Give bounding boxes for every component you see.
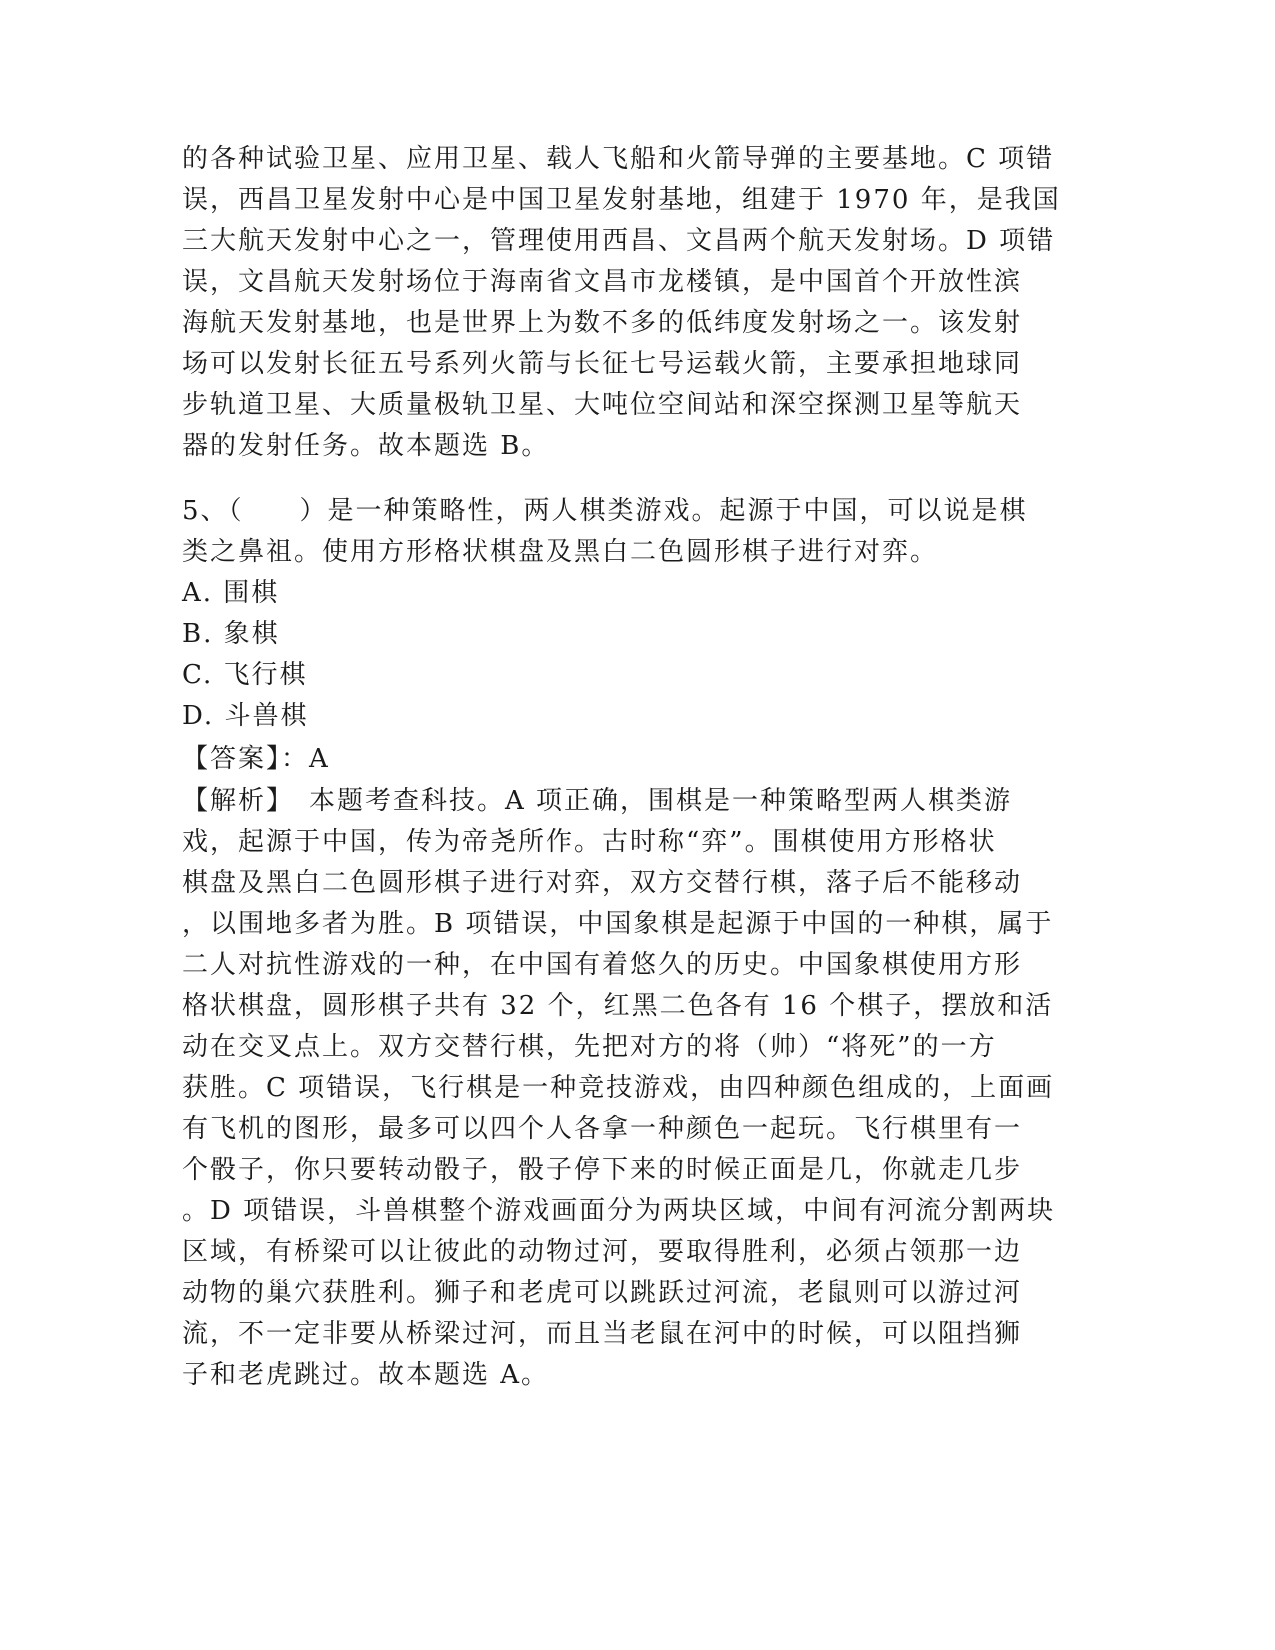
analysis-line: 获胜。C 项错误，飞行棋是一种竞技游戏，由四种颜色组成的，上面画 <box>182 1073 1055 1103</box>
analysis-line: 子和老虎跳过。故本题选 A。 <box>182 1360 550 1390</box>
option-c: C. 飞行棋 <box>182 660 308 690</box>
analysis-line: 格状棋盘，圆形棋子共有 32 个，红黑二色各有 16 个棋子，摆放和活 <box>182 991 1054 1021</box>
analysis-line: 二人对抗性游戏的一种，在中国有着悠久的历史。中国象棋使用方形 <box>182 950 1023 980</box>
analysis-line: 动在交叉点上。双方交替行棋，先把对方的将（帅）“将死”的一方 <box>182 1032 997 1062</box>
paragraph-line: 海航天发射基地，也是世界上为数不多的低纬度发射场之一。该发射 <box>182 308 1023 338</box>
paragraph-line: 步轨道卫星、大质量极轨卫星、大吨位空间站和深空探测卫星等航天 <box>182 390 1023 420</box>
analysis-line: 棋盘及黑白二色圆形棋子进行对弈，双方交替行棋，落子后不能移动 <box>182 868 1023 898</box>
analysis-line: 【解析】 本题考查科技。A 项正确，围棋是一种策略型两人棋类游 <box>182 786 1013 816</box>
analysis-line: 有飞机的图形，最多可以四个人各拿一种颜色一起玩。飞行棋里有一 <box>182 1114 1023 1144</box>
analysis-line: 个骰子，你只要转动骰子，骰子停下来的时候正面是几，你就走几步 <box>182 1155 1023 1185</box>
paragraph-line: 误，西昌卫星发射中心是中国卫星发射基地，组建于 1970 年，是我国 <box>182 185 1061 215</box>
option-d: D. 斗兽棋 <box>182 701 309 731</box>
paragraph-line: 三大航天发射中心之一，管理使用西昌、文昌两个航天发射场。D 项错 <box>182 226 1056 256</box>
question-stem-line: 5、（ ）是一种策略性，两人棋类游戏。起源于中国，可以说是棋 <box>182 496 1028 526</box>
paragraph-line: 的各种试验卫星、应用卫星、载人飞船和火箭导弹的主要基地。C 项错 <box>182 144 1055 174</box>
analysis-line: 。D 项错误，斗兽棋整个游戏画面分为两块区域，中间有河流分割两块 <box>182 1196 1056 1226</box>
option-b: B. 象棋 <box>182 619 280 649</box>
analysis-line: 流，不一定非要从桥梁过河，而且当老鼠在河中的时候，可以阻挡狮 <box>182 1319 1023 1349</box>
answer-line: 【答案】：A <box>182 744 330 774</box>
option-a: A. 围棋 <box>182 578 280 608</box>
question-stem-line: 类之鼻祖。使用方形格状棋盘及黑白二色圆形棋子进行对弈。 <box>182 537 939 567</box>
paragraph-line: 器的发射任务。故本题选 B。 <box>182 431 550 461</box>
paragraph-line: 误，文昌航天发射场位于海南省文昌市龙楼镇，是中国首个开放性滨 <box>182 267 1023 297</box>
paragraph-line: 场可以发射长征五号系列火箭与长征七号运载火箭，主要承担地球同 <box>182 349 1023 379</box>
analysis-line: 动物的巢穴获胜利。狮子和老虎可以跳跃过河流，老鼠则可以游过河 <box>182 1278 1023 1308</box>
analysis-line: ，以围地多者为胜。B 项错误，中国象棋是起源于中国的一种棋，属于 <box>182 909 1054 939</box>
analysis-line: 戏，起源于中国，传为帝尧所作。古时称“弈”。围棋使用方形格状 <box>182 827 997 857</box>
analysis-line: 区域，有桥梁可以让彼此的动物过河，要取得胜利，必须占领那一边 <box>182 1237 1023 1267</box>
